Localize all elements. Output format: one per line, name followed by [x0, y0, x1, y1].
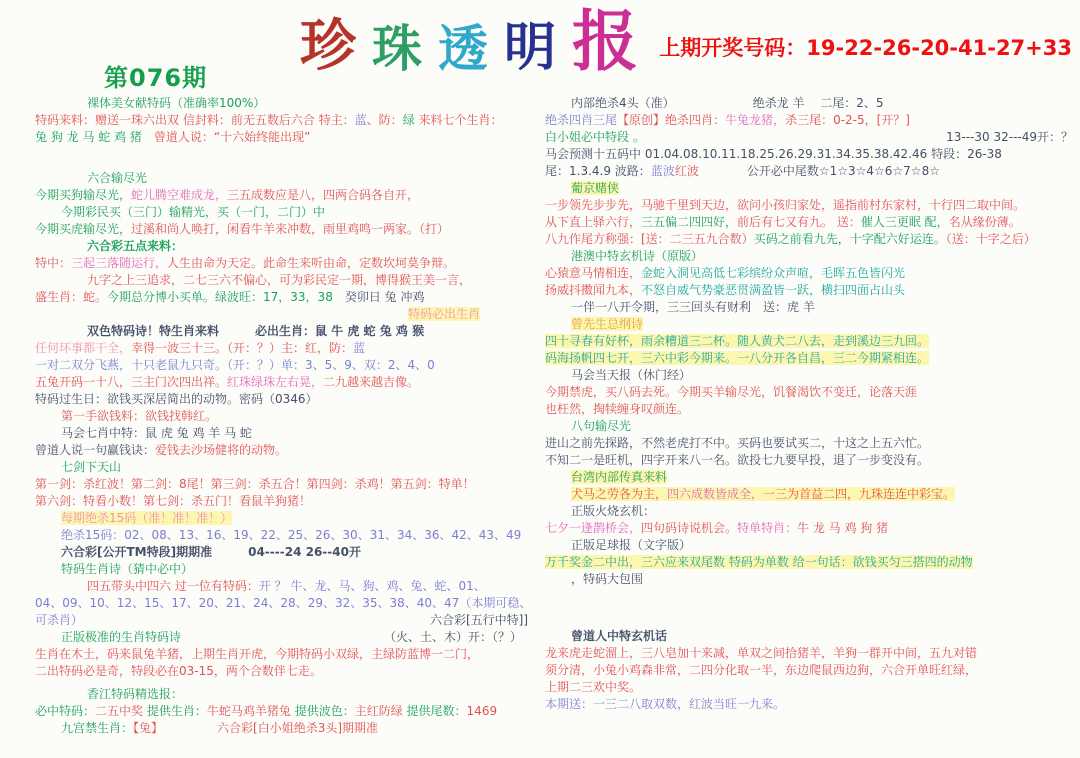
text-line: [35, 646, 540, 663]
text-segment: 今期总分博小买单。绿波旺：17，33，38: [107, 290, 333, 304]
text-segment: 牛蛇马鸡羊猪兔: [206, 704, 295, 718]
text-segment: 六合彩[白小姐绝杀3头]期期准: [217, 721, 379, 735]
text-line: [545, 520, 1073, 537]
text-segment: 特码来料：: [35, 113, 96, 127]
text-segment: 爱钱去沙场健将的动物。: [155, 443, 288, 457]
text-segment: 特中：: [35, 256, 72, 270]
text-line: [545, 95, 1073, 112]
text-line: [35, 255, 540, 272]
text-line: [545, 129, 1073, 146]
text-line-right: 六合彩[五行中特]]: [429, 613, 540, 627]
text-segment: 裸体美女献特码（准确率100%）: [87, 96, 266, 110]
text-line: [35, 663, 540, 680]
right-column: [545, 95, 1073, 713]
text-segment: ，特码大包围: [571, 572, 644, 586]
text-segment: 不怒自威气势豪恶贯满盈皆一跃，: [641, 283, 822, 297]
text-segment: 一对二双分飞燕，十只老鼠九只奇。（开：？）单：3、5、9、双：2、4、0: [35, 358, 435, 372]
text-segment: 七夕一逢鹊桥会，: [545, 521, 642, 535]
text-segment: 任何环事都干全，: [35, 341, 132, 355]
text-segment: 杀三尾：0-2-5，[开？]: [785, 113, 910, 127]
text-segment: 正版火烧玄机：: [571, 504, 656, 518]
text-line: [545, 486, 1073, 503]
text-segment: 催人三更眠 配，: [860, 215, 949, 229]
text-line: [545, 645, 1073, 662]
text-segment: 曾道人说：“十六始终能出现”: [141, 130, 311, 144]
text-line: [545, 231, 1073, 248]
text-line: [35, 238, 540, 255]
text-segment: 主红防绿: [354, 704, 407, 718]
text-segment: 马会当天报（休门经）: [571, 368, 692, 382]
text-line: [35, 340, 540, 357]
text-line: [35, 686, 540, 703]
text-segment: 横扫四面占山头: [821, 283, 906, 297]
text-line: [545, 696, 1073, 713]
text-segment: 特单特肖：: [737, 521, 798, 535]
text-segment: 正版极准的生肖特码诗: [61, 630, 182, 644]
text-segment: 二五中奖: [95, 704, 147, 718]
text-line: [35, 720, 540, 737]
text-line: [545, 384, 1073, 401]
text-segment: 马会预测十五码中 01.04.08.10.11.18.25.26.29.31.34.35.38.42.46 特段：26-38: [545, 147, 1002, 161]
text-segment: 从下直上驿六行，: [545, 215, 642, 229]
text-segment: 可杀肖）: [35, 613, 84, 627]
text-segment: 七剑下天山: [61, 460, 122, 474]
text-segment: 每期绝杀15码（准！准！准！）: [61, 511, 233, 525]
text-line: [545, 401, 1073, 418]
text-line: [35, 612, 540, 629]
text-segment: 本期送：一三二八取双数，红波当旺一九来。: [545, 697, 786, 711]
text-line: [545, 418, 1073, 435]
text-line: [35, 544, 540, 561]
text-segment: 赠送一珠六出双 信封料：前无五数后六合 特主：: [95, 113, 355, 127]
text-line: [545, 112, 1073, 129]
text-segment: 台湾内部传真来料: [571, 470, 668, 484]
text-segment: 过溪和尚人唤打，闲看牛羊来冲数，雨里鸡鸣一两家。（打）: [131, 222, 450, 236]
text-segment: 四六成数皆成全，: [667, 487, 764, 501]
text-segment: 六合彩五点来料：: [87, 239, 184, 253]
text-segment: 曾道人中特玄机话: [571, 629, 668, 643]
title-char: 珍: [300, 13, 356, 79]
title-char: 透: [438, 19, 488, 78]
text-segment: 三起三落随运行，: [71, 256, 168, 270]
text-segment: 人生由命为天定。此命生来听由命，定数坎坷莫争辩。: [167, 256, 456, 270]
text-line: [35, 561, 540, 578]
text-line: [35, 493, 540, 510]
text-segment: 码海扬帆四七开，三六中彩今期来。一八分开各自昌，三二今期紧相连。: [545, 351, 930, 365]
text-line: [35, 374, 540, 391]
text-segment: 六合彩[公开TM特段]期期准 04----24 26--40开: [61, 545, 361, 559]
text-line: [35, 95, 540, 112]
title-char: 珠: [372, 19, 422, 78]
text-segment: 04、09、10、12、15、17、20、21、24、28、29、32、35、38、40、47（本期可稳、: [35, 596, 532, 610]
text-segment: 前后有七又有九。 送：: [737, 215, 861, 229]
text-segment: 特码生肖诗（猜中必中）: [61, 562, 194, 576]
text-segment: 绝杀四肖：: [665, 113, 726, 127]
text-line: [545, 503, 1073, 520]
text-segment: 提供尾数：: [406, 704, 467, 718]
text-line: [35, 289, 540, 306]
text-segment: 犬马之劳各为主，: [571, 487, 668, 501]
issue-number: 第076期: [104, 64, 208, 92]
text-segment: 不知二一是旺机，四字开来八一名。欲投七九要早投，退了一步变没有。: [545, 453, 930, 467]
text-segment: 三五成数应是八，四两合码各自开，: [227, 188, 420, 202]
text-segment: 四五带头中四六 过一位有特码：: [87, 579, 259, 593]
text-line: [545, 679, 1073, 696]
text-line-right: （火、土、木）开：（？）: [383, 630, 540, 644]
text-line: [545, 333, 1073, 350]
text-segment: 一伴一八开令期，三三回头有财利 送：虎 羊: [571, 300, 815, 314]
text-line: [545, 350, 1073, 367]
text-line: [545, 554, 1073, 571]
text-line: [545, 662, 1073, 679]
text-line: [35, 408, 540, 425]
text-segment: 尾：1.3.4.9 波路：: [545, 164, 651, 178]
text-line-right: 13---30 32---49开：？: [946, 130, 1073, 144]
text-segment: 红珠绿珠左右晃，: [227, 375, 324, 389]
text-line: [35, 323, 540, 340]
text-segment: 心猿意马情相连，: [545, 266, 642, 280]
text-segment: 今期买狗输尽光，: [35, 188, 132, 202]
text-segment: 葡京赌侠: [571, 181, 620, 195]
text-line: [545, 214, 1073, 231]
text-line: [545, 146, 1073, 163]
text-segment: 今期彩民买（三门）输精光，买（一门，二门）中: [61, 205, 326, 219]
text-segment: （送：十字之后）: [945, 232, 1036, 246]
text-line: [545, 248, 1073, 265]
text-segment: 今期禁虎，买八码去死。今期买羊输尽光，饥餐渴饮不变迁，论落天涯: [545, 385, 918, 399]
text-segment: 曾道人说一句赢钱诀：: [35, 443, 156, 457]
title-char: 明: [504, 17, 557, 78]
text-segment: 第一手欲钱料：欲钱找韩红。: [61, 409, 218, 423]
text-segment: 1469: [466, 704, 498, 718]
text-segment: 、防：: [366, 113, 403, 127]
text-line: [35, 170, 540, 187]
text-segment: 绝杀四肖三尾: [545, 113, 618, 127]
text-segment: 内部绝杀4头（准） 绝杀龙 羊 二尾：2、5: [571, 96, 884, 110]
text-segment: 金蛇入洞见高低七彩缤纷众声喧，: [641, 266, 822, 280]
text-segment: 绝杀15码：02、08、13、16、19、22、25、26、30、31、34、36、42、43、49: [61, 528, 522, 542]
text-segment: 一三为首益二四，九珠连连中彩宝。: [763, 487, 956, 501]
text-segment: 癸卯日 兔 冲鸡: [332, 290, 425, 304]
text-line: [35, 510, 540, 527]
text-segment: 扬威抖擞闻九本，: [545, 283, 642, 297]
text-line: [545, 265, 1073, 282]
text-line: [545, 367, 1073, 384]
text-line: [545, 571, 1073, 588]
text-line: [35, 459, 540, 476]
text-line: [35, 306, 540, 323]
text-line: [35, 221, 540, 238]
text-segment: 必中特码：: [35, 704, 96, 718]
text-segment: 绿: [402, 113, 415, 127]
text-line: [545, 628, 1073, 645]
text-segment: 八句输尽光: [571, 419, 632, 433]
text-segment: 香江特码精选报：: [87, 687, 184, 701]
text-segment: 马会七肖中特：鼠 虎 兔 鸡 羊 马 蛇: [61, 426, 252, 440]
text-segment: 来料七个生肖：: [414, 113, 503, 127]
text-line: [35, 527, 540, 544]
text-line: [35, 703, 540, 720]
text-segment: 港澳中特玄机诗（原版）: [571, 249, 704, 263]
text-segment: 幸得一波三十三。（开：？）主：红，防：: [131, 341, 354, 355]
text-segment: 白小姐必中特段 。: [545, 130, 645, 144]
text-line: [35, 204, 540, 221]
text-segment: 须分清，小兔小鸡森非常，二四分化取一半，东边爬鼠西边狗，六合开单旺红绿，: [545, 663, 978, 677]
text-segment: 开 ？ 牛、龙、马、狗、鸡、兔、蛇、01、: [258, 579, 486, 593]
text-segment: [157, 721, 217, 735]
text-line: [35, 425, 540, 442]
text-segment: 一步领先步步先，马驰千里到天边，欲问小孩归家处，遥指前村东家村，十行四二取中间。: [545, 198, 1026, 212]
text-line: [35, 187, 540, 204]
text-segment: 生肖在木土，码来鼠兔羊猪，上期生肖开虎，今期特码小双绿，主绿防蓝博一二门，: [35, 647, 480, 661]
text-line: [545, 282, 1073, 299]
text-line: [35, 112, 540, 129]
text-segment: 三五偏二四四好，: [641, 215, 738, 229]
text-segment: 八九作尾方称强：[送：二三五九合数）: [545, 232, 754, 246]
text-segment: 上期二三欢中奖。: [545, 680, 642, 694]
text-segment: 蛇儿腾空难成龙，: [131, 188, 228, 202]
text-segment: 二出特码必是奇，特段必在03-15，两个合数伴七走。: [35, 664, 322, 678]
text-segment: 买码之前看九先，十字配六好运连。: [753, 232, 946, 246]
text-segment: 牛兔龙猪，: [725, 113, 786, 127]
text-segment: 今期买虎输尽光，: [35, 222, 132, 236]
text-line: [35, 595, 540, 612]
text-line: [35, 442, 540, 459]
text-segment: 【原创】: [617, 113, 666, 127]
text-segment: 特码必出生肖: [407, 307, 480, 321]
text-line: [35, 578, 540, 595]
text-line: [545, 180, 1073, 197]
text-segment: 第一剑：杀红波！第二剑：8尾！第三剑：杀五合！第四剑：杀鸡！第五剑：特单！: [35, 477, 475, 491]
text-segment: 万千奖金二中出，三六应来双尾数 特码为单数 给一句话：欲钱买匀三搭四的动物: [545, 555, 973, 569]
text-segment: 蓝: [354, 113, 367, 127]
text-segment: 正版足球报（文字版）: [571, 538, 692, 552]
text-segment: 公开必中尾数☆1☆3☆4☆6☆7☆8☆: [698, 164, 940, 178]
text-segment: 九字之上三追求，二七三六不偏心，可为彩民定一期，博得猴王美一言，: [87, 273, 472, 287]
text-segment: 也枉然，掏犊缠身叹颜连。: [545, 402, 690, 416]
text-segment: 牛 龙 马 鸡 狗 猪: [797, 521, 889, 535]
text-segment: 双色特码诗！特生肖来料 必出生肖：鼠 牛 虎 蛇 兔 鸡 猴: [87, 324, 425, 338]
text-segment: 提供生肖：: [146, 704, 207, 718]
text-line: [545, 197, 1073, 214]
text-segment: 五兔开码一十八，三主门次四出祥。: [35, 375, 228, 389]
text-segment: 九宫禁生肖：: [61, 721, 134, 735]
text-line: [545, 469, 1073, 486]
text-segment: 特码过生日：欲钱买深居简出的动物。密码（0346）: [35, 392, 318, 406]
text-line: [545, 316, 1073, 333]
text-line: [545, 537, 1073, 554]
last-draw-numbers: 上期开奖号码：19-22-26-20-41-27+33: [659, 36, 1072, 60]
text-segment: 二九越来越吉像。: [323, 375, 420, 389]
text-line: [545, 452, 1073, 469]
text-line: [35, 129, 540, 146]
text-line: [35, 391, 540, 408]
text-line: [35, 629, 540, 646]
text-segment: 蓝波: [650, 164, 675, 178]
text-line: [35, 476, 540, 493]
text-segment: 第六剑：特看小数！第七剑：杀五门！看鼠羊狗猪！: [35, 494, 312, 508]
text-segment: 四句码诗说机会。: [641, 521, 738, 535]
page-header: [0, 0, 1080, 92]
text-line: [545, 163, 1073, 180]
text-line: [545, 435, 1073, 452]
text-segment: 四十寻春有好杯，雨余糟道三二杯。随人黄犬二八去，走到溪边三九回。: [545, 334, 930, 348]
text-segment: 提供波色：: [294, 704, 355, 718]
text-segment: 进山之前先探路，不然老虎打不中。买码也要试买二，十这之上五六忙。: [545, 436, 930, 450]
text-segment: 蓝: [353, 341, 366, 355]
text-segment: 盛生肖：蛇。: [35, 290, 108, 304]
text-segment: 【兔】: [133, 721, 158, 735]
text-segment: 名从缘份薄。: [948, 215, 1021, 229]
text-segment: 毛晖五色皆闪光: [821, 266, 906, 280]
title-char: 报: [572, 2, 639, 80]
text-line: [545, 299, 1073, 316]
text-segment: 龙来虎走蛇溜上，三八皂加十来减，单双之间拾猪羊，羊狗一群开中间，五九对错: [545, 646, 978, 660]
text-segment: 红波: [674, 164, 699, 178]
text-segment: 六合输尽光: [87, 171, 148, 185]
text-segment: 曾先生总纲诗: [571, 317, 644, 331]
text-segment: 兔 狗 龙 马 蛇 鸡 猪: [35, 130, 142, 144]
left-column: [35, 95, 540, 737]
text-line: [35, 357, 540, 374]
text-line: [35, 272, 540, 289]
